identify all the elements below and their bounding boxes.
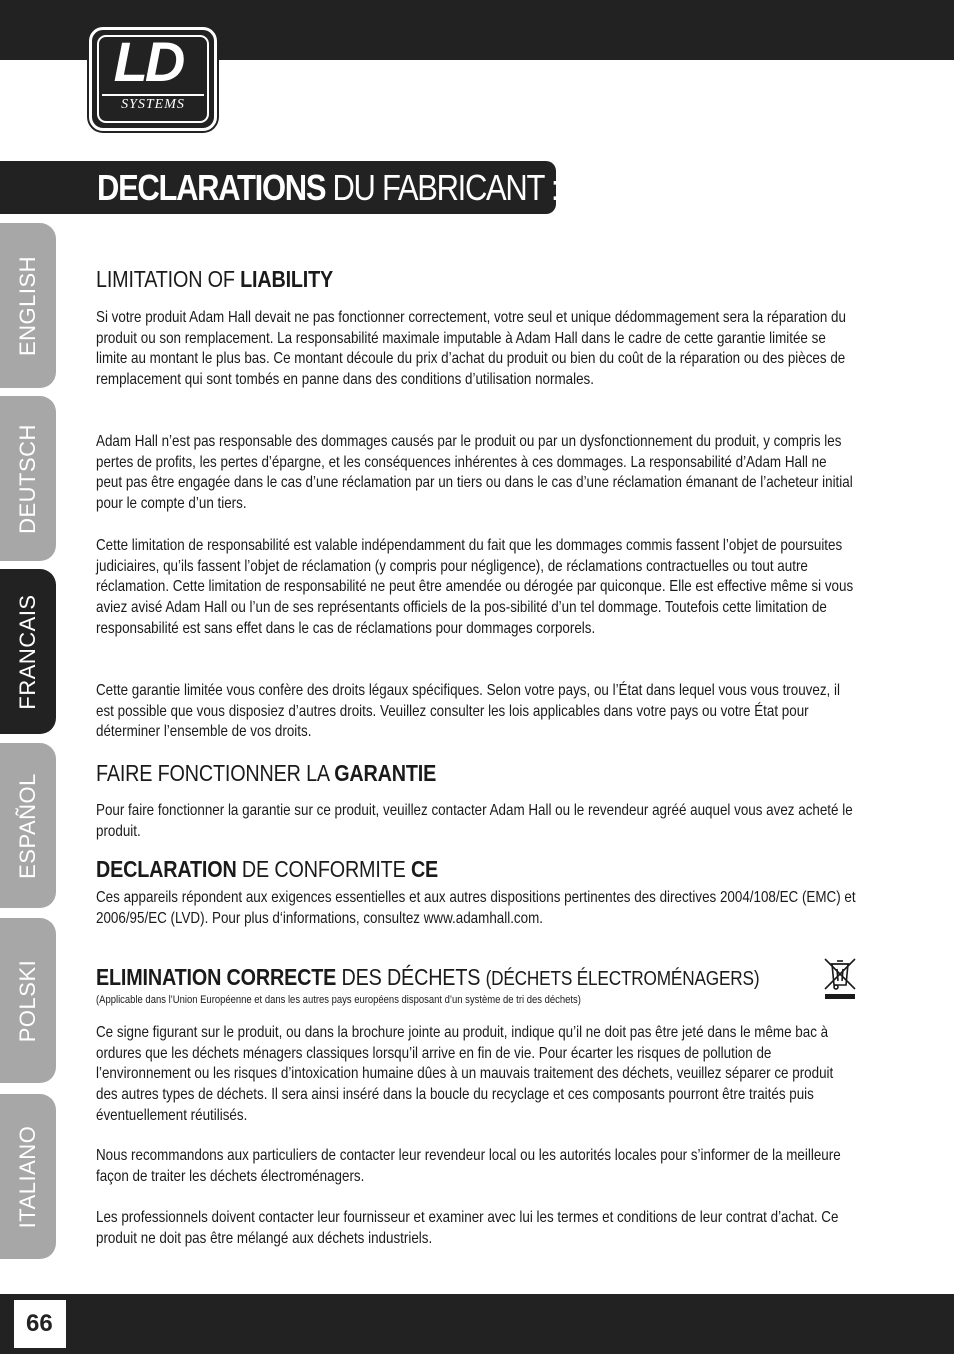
conformity-heading-bold1: DECLARATION bbox=[96, 856, 237, 882]
ld-systems-logo bbox=[89, 27, 217, 131]
tab-english-label: ENGLISH bbox=[15, 255, 40, 356]
tab-deutsch[interactable] bbox=[0, 396, 56, 561]
liability-paragraph-1: Si votre produit Adam Hall devait ne pas fonctionner correctement, votre seul et unique dédommagement sera la réparation du produit ou son remplacement. La responsabilité maximale imputable à Adam Hall dans le cadre de cette garantie limitée se limite au montant le plus bas. Ce montant découle du prix d’achat du produit ou bien du coût de la réparation ou des pièces de remplacement qui sont tombés en panne dans des conditions d’utilisation normales. bbox=[96, 309, 846, 389]
page-number: 66 bbox=[26, 1310, 53, 1337]
conformity-heading-bold2: CE bbox=[410, 856, 439, 882]
disposal-paragraph-3: Les professionnels doivent contacter leur fournisseur et examiner avec lui les termes et conditions de leur contrat d’achat. Ce produit ne doit pas être mélangé aux déchets industriels. bbox=[96, 1209, 839, 1247]
tab-polski[interactable] bbox=[0, 918, 56, 1083]
logo-divider bbox=[102, 94, 204, 96]
warranty-heading-bold: GARANTIE bbox=[334, 760, 437, 786]
disposal-heading-plain: DES DÉCHETS bbox=[336, 964, 486, 990]
tab-english[interactable] bbox=[0, 223, 56, 388]
logo-ld-text: LD bbox=[113, 30, 183, 93]
liability-heading bbox=[96, 266, 333, 293]
tab-italiano[interactable] bbox=[0, 1094, 56, 1259]
tab-espanol-label: ESPAÑOL bbox=[15, 772, 40, 879]
page-title bbox=[97, 164, 558, 212]
page-title-bold: DECLARATIONS bbox=[97, 167, 326, 208]
page-title-rest: DU FABRICANT : bbox=[325, 167, 559, 208]
warranty-heading bbox=[96, 760, 436, 787]
tab-espanol[interactable] bbox=[0, 743, 56, 908]
disposal-paragraph-1: Ce signe figurant sur le produit, ou dans la brochure jointe au produit, indique qu’il ne doit pas être jeté dans le même bac à ordures que les déchets ménagers classiques lorsqu’il arrive en fin de vie. Pour écarter les risques de pollution de l’environnement ou les risques d’intoxication humaine dûes à un mauvais traitement des déchets, veuillez séparer ce produit des autres types de déchets. Il sera ainsi inséré dans la boucle du recyclage et ces composants pourront être traités puis éventuellement réutilisés. bbox=[96, 1024, 834, 1124]
crossed-out-wheelie-bin-icon bbox=[822, 955, 858, 1000]
tab-francais[interactable] bbox=[0, 569, 56, 734]
warranty-heading-plain: FAIRE FONCTIONNER LA bbox=[96, 760, 335, 786]
tab-deutsch-label: DEUTSCH bbox=[15, 423, 40, 534]
liability-heading-plain: LIMITATION OF bbox=[96, 266, 241, 292]
warranty-text: Pour faire fonctionner la garantie sur ce produit, veuillez contacter Adam Hall ou le revendeur agréé auquel vous avez acheté le produit. bbox=[96, 802, 853, 840]
disposal-heading-bold: ELIMINATION CORRECTE bbox=[96, 964, 337, 990]
bottom-bar bbox=[0, 1294, 954, 1354]
conformity-text: Ces appareils répondent aux exigences essentielles et aux autres dispositions pertinentes des directives 2004/108/EC (EMC) et 2006/95/EC (LVD). Pour plus d‘informations, consultez www.adamhall.com. bbox=[96, 889, 856, 927]
tab-francais-label: FRANCAIS bbox=[15, 593, 40, 710]
disposal-note: (Applicable dans l’Union Européenne et dans les autres pays européens disposant d’un système de tri des déchets) bbox=[96, 994, 581, 1006]
logo-systems-text: SYSTEMS bbox=[121, 97, 185, 112]
disposal-paragraph-2: Nous recommandons aux particuliers de contacter leur revendeur local ou les autorités locales pour s’informer de la meilleure façon de traiter les déchets électroménagers. bbox=[96, 1147, 841, 1185]
disposal-heading bbox=[96, 964, 759, 991]
tab-italiano-label: ITALIANO bbox=[15, 1125, 40, 1228]
conformity-heading-plain: DE CONFORMITE bbox=[236, 856, 411, 882]
liability-paragraph-2: Adam Hall n’est pas responsable des dommages causés par le produit ou par un dysfonctionnement du produit, y compris les pertes de profits, les pertes d’épargne, et les conséquences inhérentes à ces dommages. La responsabilité d’Adam Hall ne peut pas être engagée dans le cas d’une réclamation par un tiers ou dans le cas d’une réclamation émanant de l’acheteur initial pour le compte d’un tiers. bbox=[96, 433, 853, 513]
conformity-heading bbox=[96, 856, 438, 883]
liability-heading-bold: LIABILITY bbox=[240, 266, 334, 292]
disposal-heading-small: (DÉCHETS ÉLECTROMÉNAGERS) bbox=[485, 968, 760, 990]
liability-paragraph-3: Cette limitation de responsabilité est valable indépendamment du fait que les dommages commis fassent l’objet de poursuites judiciaires, qu’ils fassent l’objet de réclamation (y compris pour négligence), de réclamations contractuelles ou tout autre réclamation. Cette limitation de responsabilité ne peut être amendée ou dérogée par quiconque. Elle est effective même si vous aviez avisé Adam Hall ou l’un de ses représentants officiels de la pos-sibilité d’un tel dommage. Toutefois cette limitation de responsabilité est sans effet dans le cas de réclamations pour dommages corporels. bbox=[96, 537, 854, 637]
tab-polski-label: POLSKI bbox=[15, 959, 40, 1042]
liability-paragraph-4: Cette garantie limitée vous confère des droits légaux spécifiques. Selon votre pays, ou l’État dans lequel vous vous trouvez, il est possible que vous disposiez d’autres droits. Veuillez consulter les lois applicables dans votre pays ou votre État pour déterminer l’ensemble de vos droits. bbox=[96, 682, 840, 741]
